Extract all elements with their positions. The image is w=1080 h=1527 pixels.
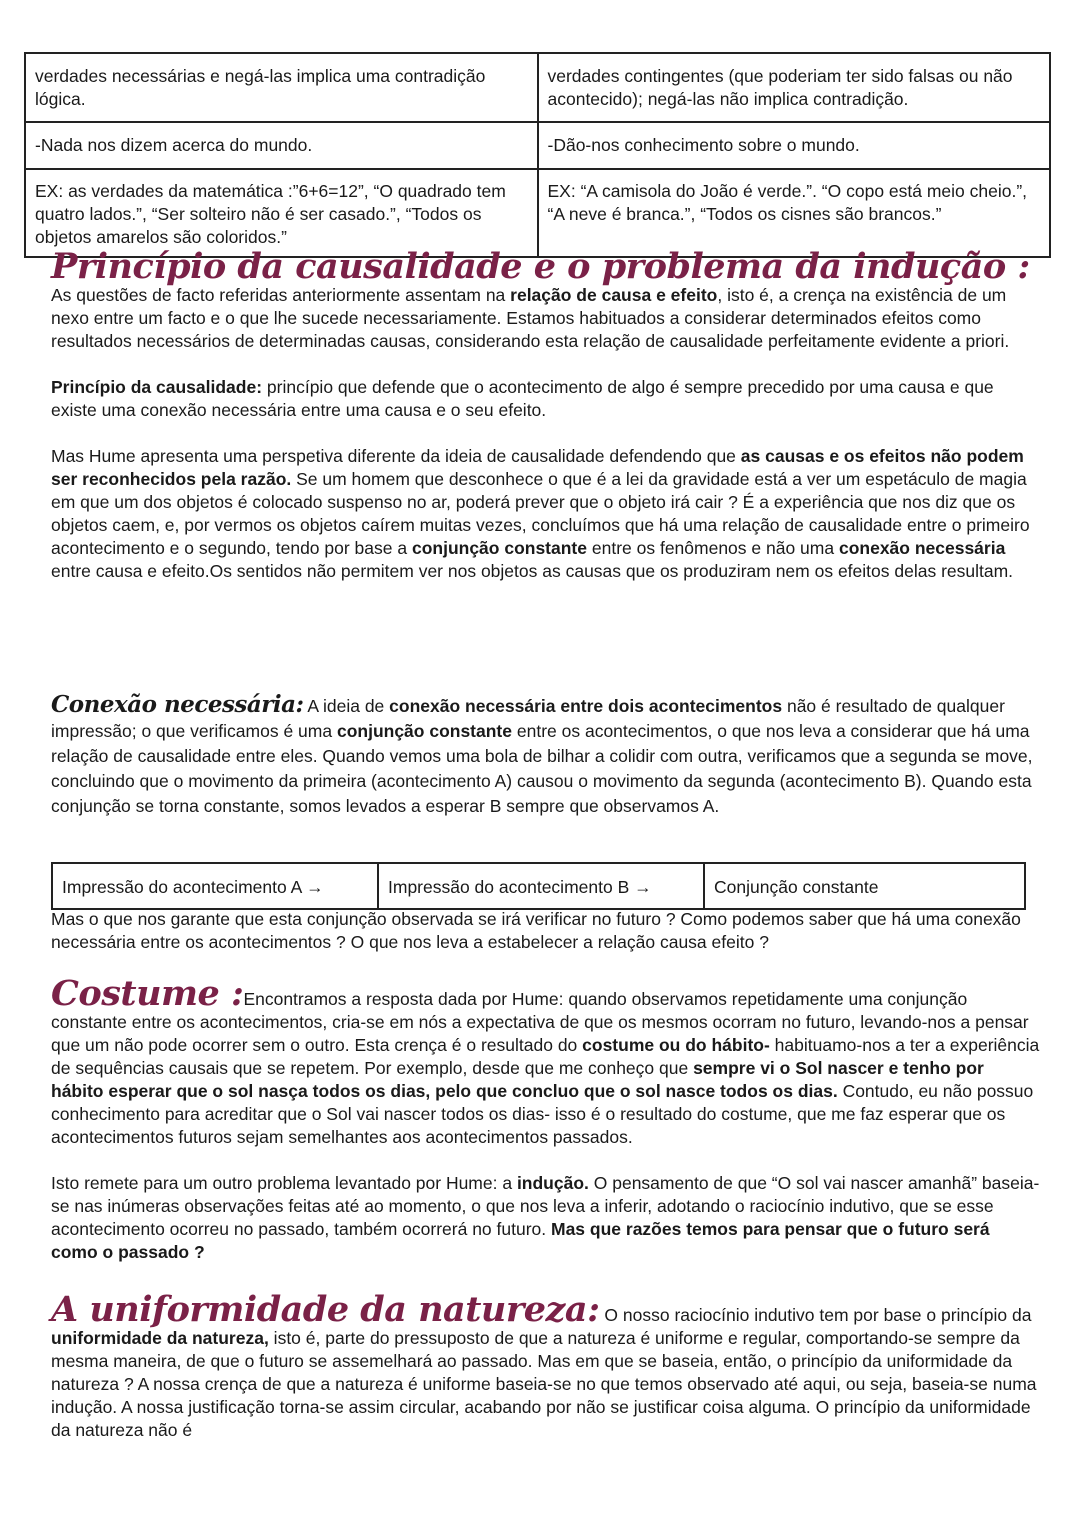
causality-section bbox=[51, 246, 1041, 583]
text-run: princípio que defende que o acontecimento de algo é sempre precedido por uma causa e que existe uma conexão necessária entre uma causa e o seu efeito. bbox=[51, 377, 994, 420]
text-run: Contudo, eu não possuo conhecimento para acreditar que o Sol vai nascer todos os dias- isso é o resultado do costume, que me faz esperar que os acontecimentos futuros sejam semelhantes aos acontecimentos passados. bbox=[51, 1081, 1034, 1147]
text-run: O pensamento de que “O sol vai nascer amanhã” baseia-se nas inúmeras observações feitas até ao momento, o que nos leva a inferir, adotando o raciocínio indutivo, que se esse acontecimento ocorreu no passado, também ocorrerá no futuro. bbox=[51, 1173, 1040, 1239]
impression-sequence-table bbox=[51, 862, 1026, 910]
text-run: , isto é, a crença na existência de um nexo entre um facto e o que lhe sucede necessariamente. Estamos habituados a considerar determinados efeitos como resultados necessários de determinadas causas, considerando esta relação de causalidade perfeitamente evidente a priori. bbox=[51, 285, 1010, 351]
uniformity-section bbox=[51, 1289, 1041, 1442]
paragraph: Mas o que nos garante que esta conjunção observada se irá verificar no futuro ? Como podemos saber que há uma conexão necessária entre os acontecimentos ? O que nos leva a estabelecer a relação causa efeito ? bbox=[51, 909, 1021, 952]
table-cell: Impressão do acontecimento A → bbox=[52, 863, 378, 909]
table-cell: EX: as verdades da matemática :”6+6=12”, “O quadrado tem quatro lados.”, “Ser solteiro não é ser casado.”, “Todos os objetos amarelos são coloridos.” bbox=[25, 169, 538, 257]
text-run: entre causa e efeito.Os sentidos não permitem ver nos objetos as causas que os produziram nem os efeitos delas resultam. bbox=[51, 561, 1014, 581]
text-run: conexão necessária entre dois acontecimentos bbox=[389, 696, 783, 716]
text-run: conjunção constante bbox=[336, 721, 512, 741]
text-run: entre os acontecimentos, o que nos leva a considerar que há uma relação de causalidade entre eles. Quando vemos uma bola de bilhar a colidir com outra, verificamos que a segunda se move, concluindo que o movimento da primeira (acontecimento A) causou o movimento da segunda (acontecimento B). Quando esta conjunção se torna constante, somos levados a esperar B sempre que observamos A. bbox=[51, 721, 1033, 816]
paragraph bbox=[51, 246, 1041, 353]
necessary-connection-section bbox=[51, 692, 1041, 819]
text-run: O nosso raciocínio indutivo tem por base o princípio da bbox=[599, 1305, 1032, 1325]
text-run: Encontramos a resposta dada por Hume: quando observamos repetidamente uma conjunção constante entre os acontecimentos, cria-se em nós a expectativa de que os mesmos ocorram no futuro, levando-nos a pensar que um não pode ocorrer sem o outro. Esta crença é o resultado do bbox=[51, 989, 1029, 1055]
text-run: relação de causa e efeito bbox=[510, 285, 718, 305]
text-run: Isto remete para um outro problema levantado por Hume: a bbox=[51, 1173, 517, 1193]
paragraph bbox=[51, 1172, 1041, 1264]
table-cell: -Dão-nos conhecimento sobre o mundo. bbox=[538, 122, 1051, 169]
paragraph bbox=[51, 445, 1041, 583]
table-cell: Impressão do acontecimento B → bbox=[378, 863, 704, 909]
text-run: A ideia de bbox=[303, 696, 390, 716]
table-row bbox=[52, 863, 1025, 909]
text-run: entre os fenômenos e não uma bbox=[587, 538, 839, 558]
section-heading: Princípio da causalidade e o problema da indução : bbox=[51, 246, 1030, 287]
table-row bbox=[25, 169, 1050, 257]
text-run: Mas que razões temos para pensar que o futuro será como o passado ? bbox=[51, 1219, 990, 1262]
text-run: as causas e os efeitos não podem ser reconhecidos pela razão. bbox=[51, 446, 1024, 489]
text-run: conjunção constante bbox=[411, 538, 587, 558]
definition-label: Princípio da causalidade: bbox=[51, 377, 263, 397]
section-heading: A uniformidade da natureza: bbox=[51, 1289, 600, 1330]
text-run: não é resultado de qualquer impressão; o que verificamos é uma bbox=[51, 696, 1005, 741]
text-run: Mas Hume apresenta uma perspetiva diferente da ideia de causalidade defendendo que bbox=[51, 446, 741, 466]
text-run: habituamo-nos a ter a experiência de sequências causais que se repetem. Por exemplo, desde que me conheço que bbox=[51, 1035, 1040, 1078]
text-run: As questões de facto referidas anteriormente assentam na bbox=[51, 285, 511, 305]
necessary-vs-contingent-table bbox=[24, 52, 1051, 258]
text-run: indução. bbox=[516, 1173, 589, 1193]
table-cell: verdades necessárias e negá-las implica uma contradição lógica. bbox=[25, 53, 538, 122]
custom-section bbox=[51, 973, 1041, 1264]
text-run: conexão necessária bbox=[838, 538, 1006, 558]
table-row bbox=[25, 122, 1050, 169]
paragraph bbox=[51, 1289, 1041, 1442]
text-run: costume ou do hábito- bbox=[582, 1035, 770, 1055]
text-run: Se um homem que desconhece o que é a lei da gravidade está a ver um espetáculo de magia em que um dos objetos é colocado suspenso no ar, poderá prever que o objeto irá cair ? É a experiência que nos diz que os objetos caem, e, por vermos os objetos caírem muitas vezes, concluímos que há uma relação de causalidade entre o primeiro acontecimento e o segundo, tendo por base a bbox=[51, 469, 1030, 558]
section-heading: Conexão necessária: bbox=[51, 691, 304, 718]
paragraph bbox=[51, 973, 1041, 1149]
table-cell: verdades contingentes (que poderiam ter sido falsas ou não acontecido); negá-las não implica contradição. bbox=[538, 53, 1051, 122]
table-cell: -Nada nos dizem acerca do mundo. bbox=[25, 122, 538, 169]
paragraph bbox=[51, 376, 1041, 422]
table-cell: EX: “A camisola do João é verde.”. “O copo está meio cheio.”, “A neve é branca.”, “Todos os cisnes são brancos.” bbox=[538, 169, 1051, 257]
section-heading: Costume : bbox=[51, 973, 244, 1014]
text-run: sempre vi o Sol nascer e tenho por hábito esperar que o sol nasça todos os dias, pelo que concluo que o sol nasce todos os dias. bbox=[51, 1058, 984, 1101]
table-cell: Conjunção constante bbox=[704, 863, 1025, 909]
paragraph bbox=[51, 692, 1041, 819]
table-row bbox=[25, 53, 1050, 122]
text-run: isto é, parte do pressuposto de que a natureza é uniforme e regular, comportando-se sempre da mesma maneira, de que o futuro se assemelhará ao passado. Mas em que se baseia, então, o princípio da uniformidade da natureza ? A nossa crença de que a natureza é uniforme baseia-se no que temos observado até aqui, ou seja, baseia-se numa indução. A nossa justificação torna-se assim circular, acabando por não se justificar coisa alguma. O princípio da uniformidade da natureza não é bbox=[51, 1328, 1037, 1440]
text-run: uniformidade da natureza, bbox=[51, 1328, 269, 1348]
question-paragraph bbox=[51, 908, 1041, 954]
